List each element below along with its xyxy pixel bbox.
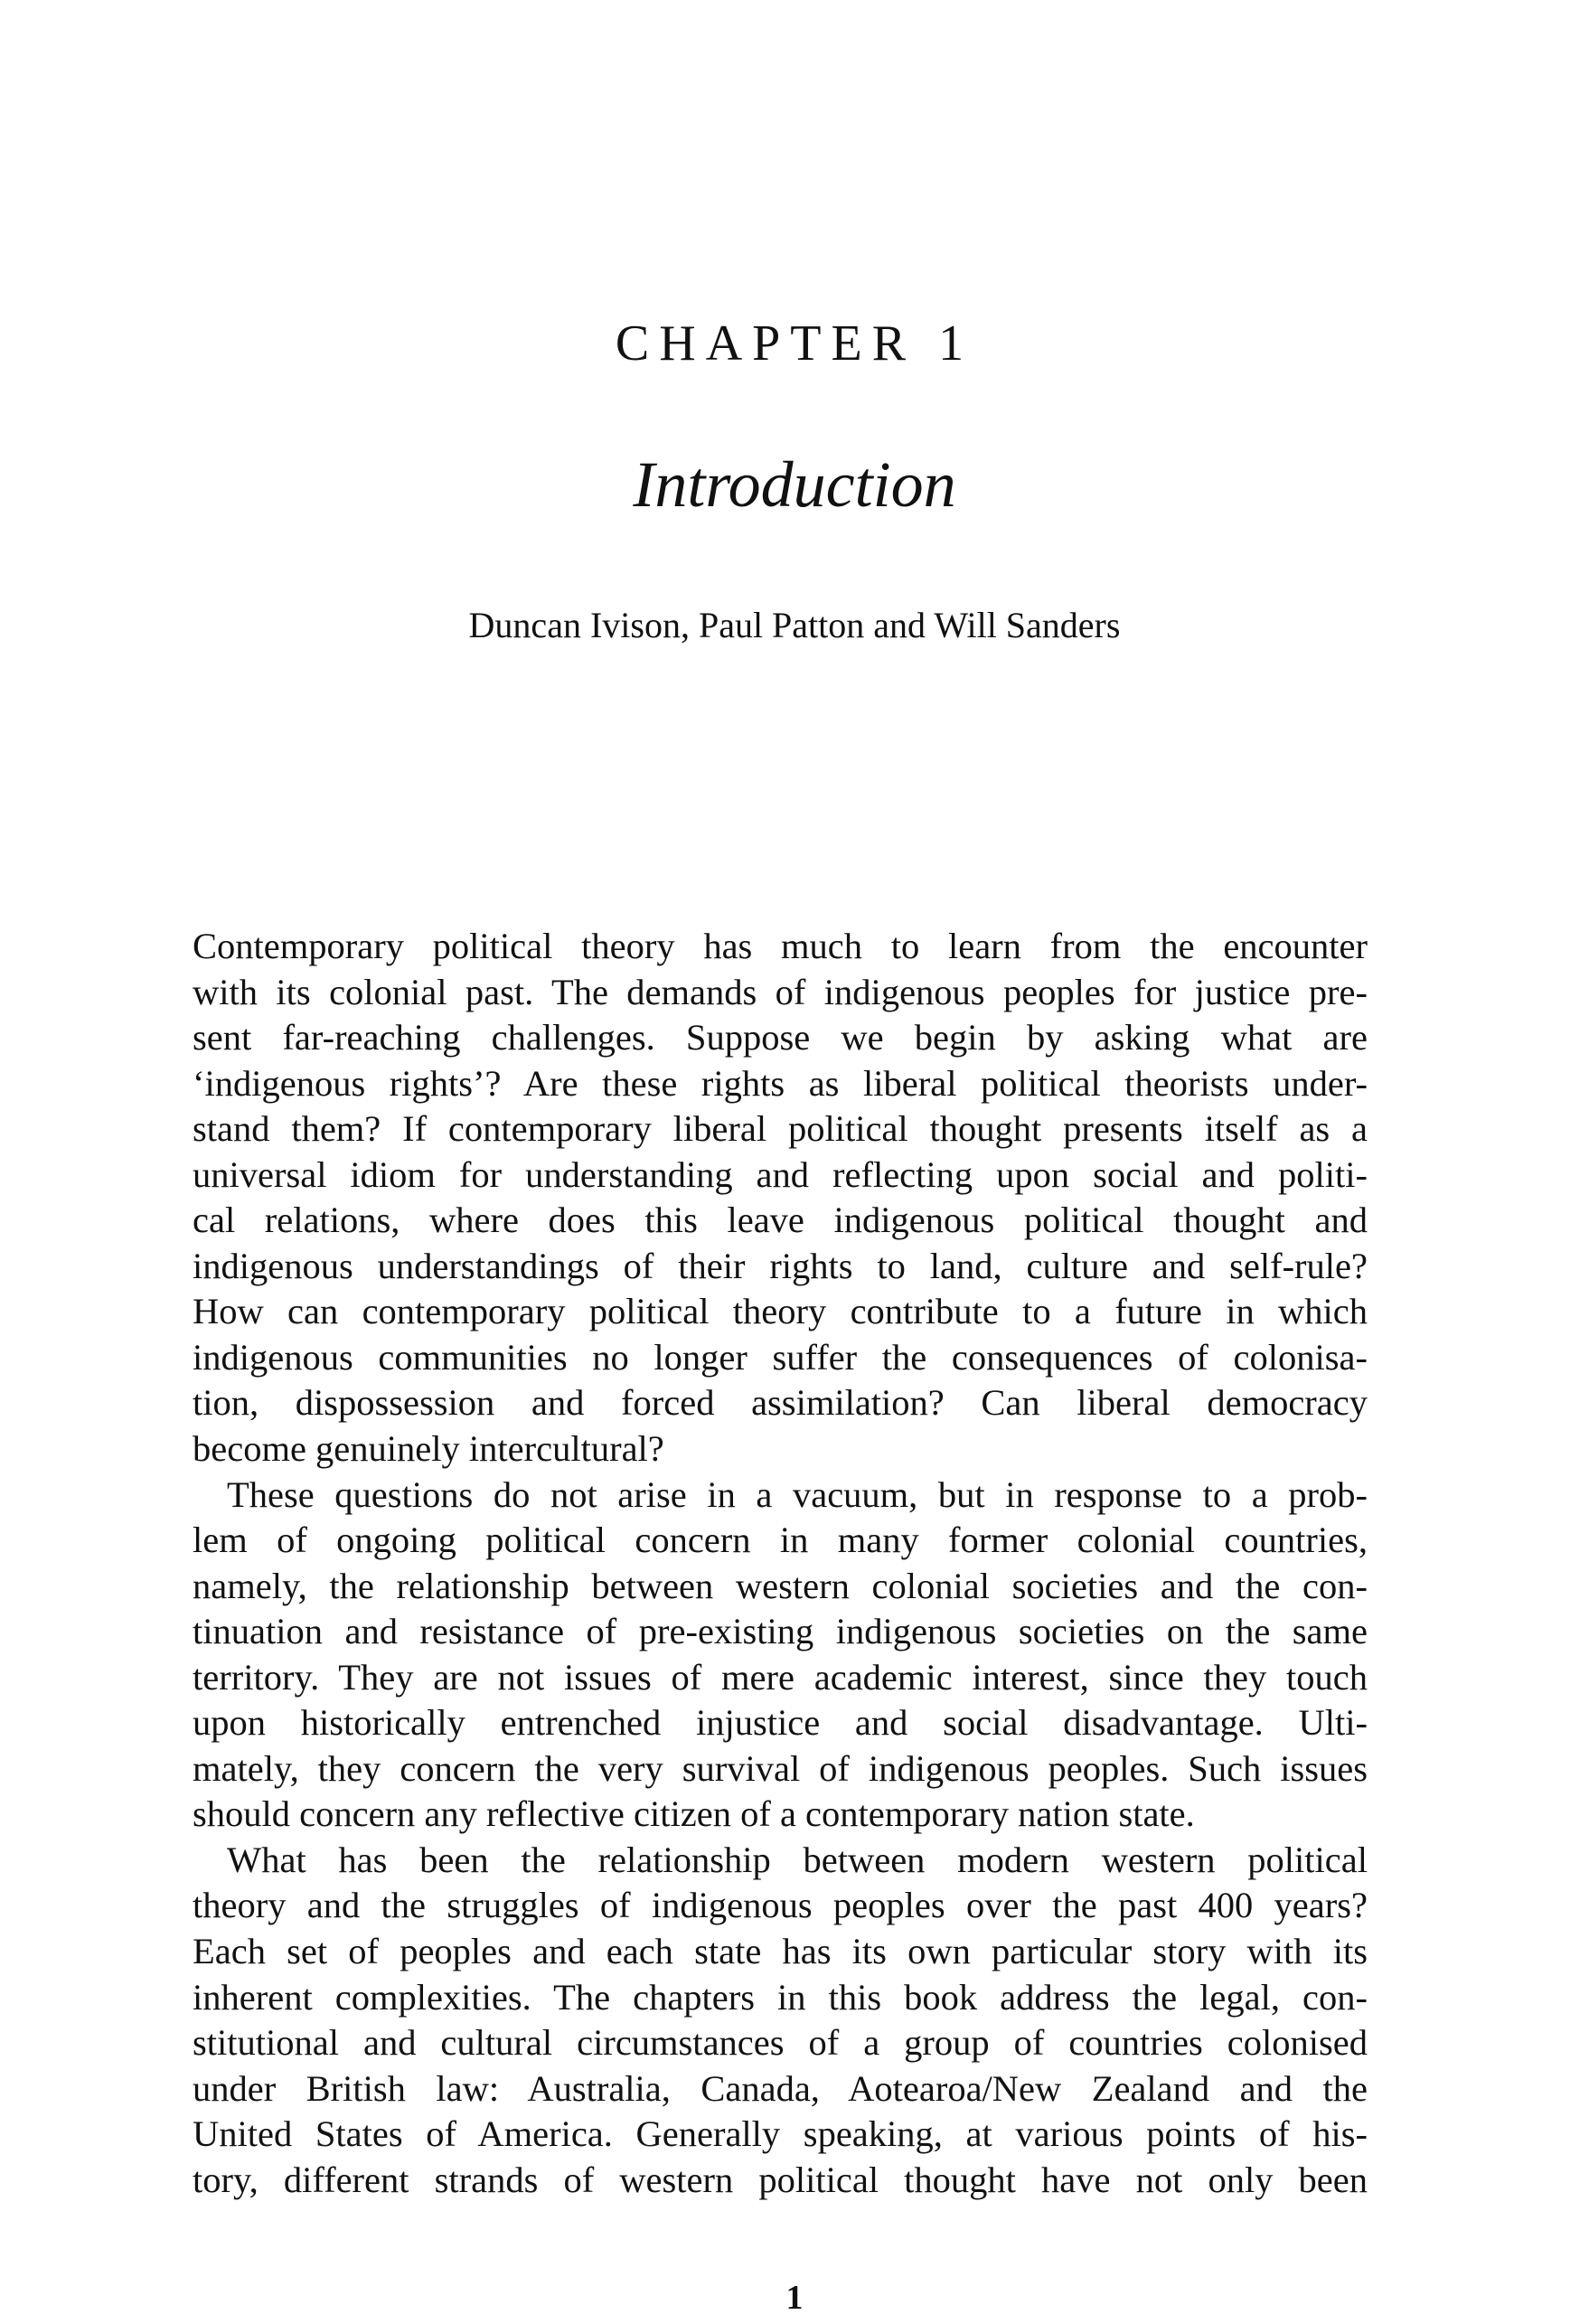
text-line: upon historically entrenched injustice and social disadvantage. Ulti- — [193, 1702, 1368, 1744]
text-line: United States of America. Generally speaking, at various points of his- — [193, 2113, 1368, 2155]
text-line: These questions do not arise in a vacuum, but in response to a prob- — [227, 1473, 1368, 1515]
text-line: tory, different strands of western political thought have not only been — [193, 2159, 1368, 2200]
text-line: ‘indigenous rights’? Are these rights as liberal political theorists under- — [193, 1062, 1368, 1104]
text-line: stitutional and cultural circumstances of a group of countries colonised — [193, 2022, 1368, 2064]
text-line: inherent complexities. The chapters in this book address the legal, con- — [193, 1976, 1368, 2018]
chapter-body — [193, 924, 1368, 2203]
text-line: namely, the relationship between western colonial societies and the con- — [193, 1565, 1368, 1606]
text-line: with its colonial past. The demands of indigenous peoples for justice pre- — [193, 971, 1368, 1012]
text-line: indigenous understandings of their rights to land, culture and self-rule? — [193, 1245, 1368, 1286]
page-number: 1 — [785, 2279, 804, 2317]
text-line: Contemporary political theory has much to learn from the encounter — [193, 926, 1368, 966]
text-line: cal relations, where does this leave indigenous political thought and — [193, 1200, 1368, 1241]
text-line: sent far-reaching challenges. Suppose we begin by asking what are — [193, 1017, 1368, 1059]
text-line: under British law: Australia, Canada, Aotearoa/New Zealand and the — [193, 2067, 1368, 2109]
text-line: territory. They are not issues of mere academic interest, since they touch — [193, 1656, 1368, 1698]
chapter-authors: Duncan Ivison, Paul Patton and Will Sanders — [468, 605, 1121, 645]
text-line: stand them? If contemporary liberal political thought presents itself as a — [193, 1108, 1368, 1150]
text-line: become genuinely intercultural? — [193, 1428, 664, 1470]
text-line: What has been the relationship between modern western political — [227, 1839, 1368, 1880]
text-line: universal idiom for understanding and reflecting upon social and politi- — [193, 1153, 1368, 1195]
text-line: should concern any reflective citizen of a contemporary nation state. — [193, 1793, 1195, 1835]
text-line: Each set of peoples and each state has its own particular story with its — [193, 1931, 1368, 1972]
text-line: mately, they concern the very survival of indigenous peoples. Such issues — [193, 1747, 1368, 1789]
chapter-title: Introduction — [633, 448, 956, 521]
text-line: tinuation and resistance of pre-existing indigenous societies on the same — [193, 1611, 1368, 1652]
text-line: theory and the struggles of indigenous peoples over the past 400 years? — [193, 1885, 1368, 1926]
chapter-label: CHAPTER 1 — [615, 315, 974, 372]
text-line: tion, dispossession and forced assimilation? Can liberal democracy — [193, 1382, 1368, 1424]
text-line: How can contemporary political theory contribute to a future in which — [193, 1291, 1368, 1332]
text-line: indigenous communities no longer suffer the consequences of colonisa- — [193, 1336, 1368, 1378]
text-line: lem of ongoing political concern in many former colonial countries, — [193, 1520, 1368, 1561]
